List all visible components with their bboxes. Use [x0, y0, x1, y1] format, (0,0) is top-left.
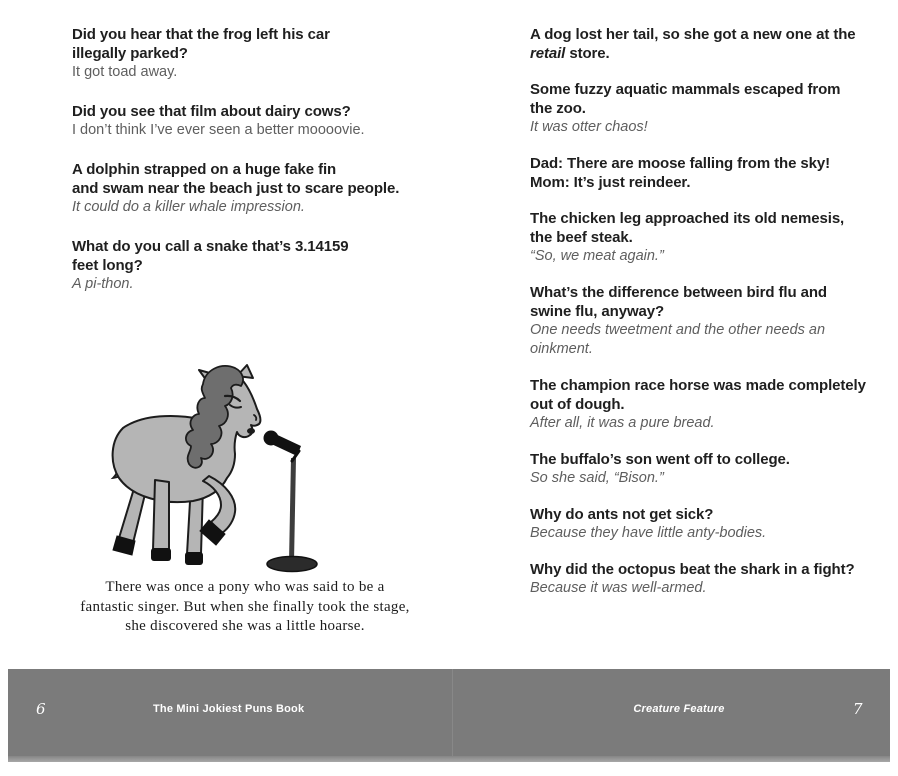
joke-answer-line: After all, it was a pure bread.	[530, 415, 715, 431]
joke-answer-line: It could do a killer whale impression.	[72, 199, 305, 215]
joke-block	[530, 376, 882, 433]
joke-block	[72, 160, 472, 217]
chapter-title: Creature Feature	[633, 703, 725, 715]
joke-block	[530, 450, 882, 488]
footer-page-divider	[452, 669, 453, 762]
joke-question-line: What do you call a snake that’s 3.14159	[72, 238, 349, 255]
joke-block	[530, 505, 882, 543]
joke-question-line: The buffalo’s son went off to college.	[530, 451, 790, 468]
joke-answer-line: Because they have little anty-bodies.	[530, 525, 767, 541]
joke-question-line: Dad: There are moose falling from the sky!	[530, 155, 831, 172]
joke-question-line: Did you see that film about dairy cows?	[72, 103, 351, 120]
joke-question-line: The chicken leg approached its old nemesis,	[530, 210, 845, 227]
book-title: The Mini Jokiest Puns Book	[153, 703, 305, 715]
microphone-stand	[289, 458, 296, 562]
footer-bar	[8, 669, 890, 762]
right-page-jokes	[530, 25, 882, 615]
joke-block	[72, 237, 472, 294]
caption-line: she discovered she was a little hoarse.	[125, 618, 365, 634]
joke-text-segment: retail	[530, 45, 566, 62]
joke-question-line: swine flu, anyway?	[530, 303, 665, 320]
joke-block	[72, 25, 472, 82]
joke-block	[530, 154, 882, 192]
joke-answer-line: I don’t think I’ve ever seen a better moooovie.	[72, 122, 365, 138]
joke-block	[530, 283, 882, 359]
joke-answer-line: It got toad away.	[72, 64, 178, 80]
pony-singing-microphone-icon	[105, 362, 425, 582]
joke-text-segment: store.	[565, 45, 610, 62]
joke-question-line: the beef steak.	[530, 229, 633, 246]
microphone-head	[264, 431, 279, 446]
joke-question-line: the zoo.	[530, 100, 586, 117]
pony-figure	[113, 365, 261, 565]
joke-question-line: Why do ants not get sick?	[530, 506, 714, 523]
joke-question-line: illegally parked?	[72, 45, 188, 62]
joke-question-line: out of dough.	[530, 396, 625, 413]
joke-question-line: A dog lost her tail, so she got a new one at the	[530, 26, 856, 43]
joke-block	[530, 209, 882, 266]
joke-block	[530, 560, 882, 598]
illustration-caption	[20, 578, 470, 637]
joke-question-line: Why did the octopus beat the shark in a fight?	[530, 561, 855, 578]
joke-block	[530, 25, 882, 63]
pony-illustration	[105, 362, 425, 582]
joke-block	[530, 80, 882, 137]
joke-answer-line: “So, we meat again.”	[530, 248, 664, 264]
joke-answer-line: One needs tweetment and the other needs an	[530, 322, 826, 338]
joke-answer-line: So she said, “Bison.”	[530, 470, 664, 486]
caption-line: There was once a pony who was said to be a	[105, 579, 385, 595]
page-number-left: 6	[36, 700, 46, 718]
page-number-right: 7	[853, 700, 863, 718]
caption-line: fantastic singer. But when she finally took the stage,	[80, 598, 410, 615]
joke-answer-line: oinkment.	[530, 341, 593, 357]
left-page-jokes	[72, 25, 472, 314]
joke-block	[72, 102, 472, 140]
joke-question-line: The champion race horse was made completely	[530, 377, 866, 394]
joke-question-line: and swam near the beach just to scare people.	[72, 180, 400, 197]
joke-question-line: Did you hear that the frog left his car	[72, 26, 330, 43]
joke-question-line: Some fuzzy aquatic mammals escaped from	[530, 81, 841, 98]
joke-question-line	[530, 44, 882, 63]
microphone	[264, 431, 318, 572]
joke-question-line: What’s the difference between bird flu and	[530, 284, 827, 301]
joke-question-line: Mom: It’s just reindeer.	[530, 174, 691, 191]
joke-answer-line: It was otter chaos!	[530, 119, 648, 135]
joke-answer-line: Because it was well-armed.	[530, 580, 707, 596]
pony-mouth	[247, 428, 255, 434]
microphone-base	[267, 557, 317, 572]
joke-question-line: feet long?	[72, 257, 143, 274]
joke-question-line: A dolphin strapped on a huge fake fin	[72, 161, 337, 178]
joke-answer-line: A pi-thon.	[72, 276, 134, 292]
